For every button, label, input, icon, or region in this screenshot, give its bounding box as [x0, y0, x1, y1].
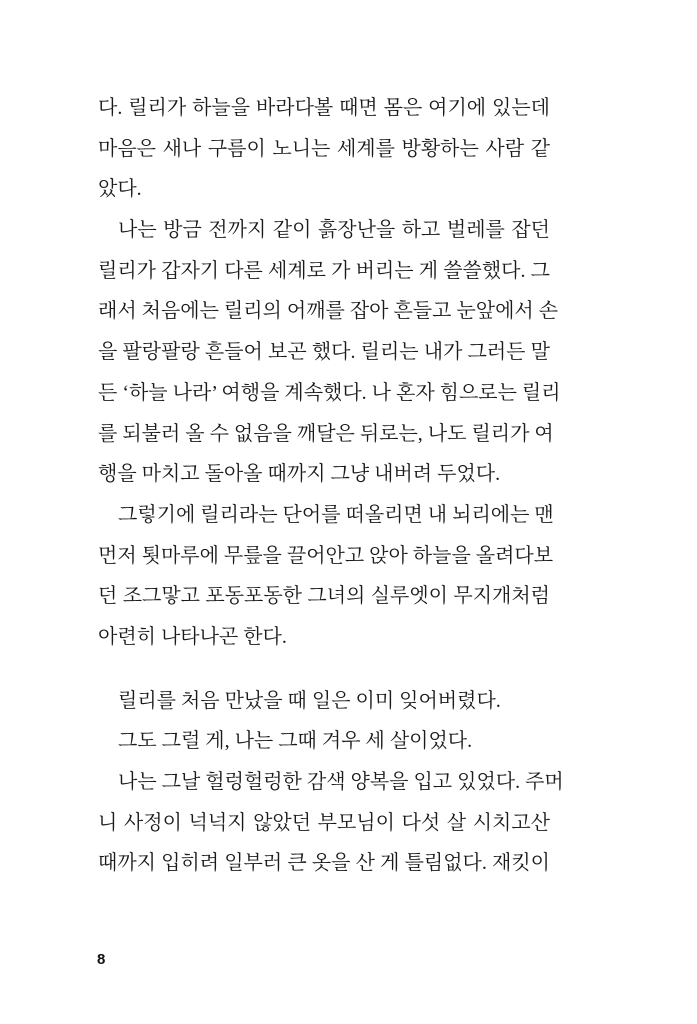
text-line: 나는 그날 헐렁헐렁한 감색 양복을 입고 있었다. 주머 [118, 771, 564, 793]
text-line: 래서 처음에는 릴리의 어깨를 잡아 흔들고 눈앞에서 손 [98, 300, 559, 323]
text-line: 마음은 새나 구름이 노니는 세계를 방황하는 사람 같 [98, 137, 550, 160]
text-line: 를 되불러 올 수 없음을 깨달은 뒤로는, 나도 릴리가 여 [98, 422, 554, 445]
book-page-body [98, 88, 564, 884]
text-block-1 [98, 88, 561, 658]
page-number: 8 [97, 951, 106, 968]
text-line: 릴리를 처음 만났을 때 일은 이미 잊어버렸다. [118, 689, 501, 712]
text-line: 그렇기에 릴리라는 단어를 떠올리면 내 뇌리에는 맨 [118, 503, 554, 526]
text-line: 아련히 나타나곤 한다. [98, 625, 287, 648]
text-line: 니 사정이 넉넉지 않았던 부모님이 다섯 살 시치고산 [98, 811, 550, 834]
text-line: 았다. [98, 178, 142, 201]
text-line: 던 조그맣고 포동포동한 그녀의 실루엣이 무지개처럼 [98, 585, 550, 608]
text-line: 먼저 툇마루에 무릎을 끌어안고 앉아 하늘을 올려다보 [98, 544, 554, 567]
text-line: 때까지 입히려 일부러 큰 옷을 산 게 틀림없다. 재킷이 [98, 852, 550, 875]
text-line: 행을 마치고 돌아올 때까지 그냥 내버려 두었다. [98, 463, 501, 486]
text-line: 나는 방금 전까지 같이 흙장난을 하고 벌레를 잡던 [118, 219, 550, 242]
text-line: 다. 릴리가 하늘을 바라다볼 때면 몸은 여기에 있는데 [98, 97, 550, 119]
text-line: 그도 그럴 게, 나는 그때 겨우 세 살이었다. [118, 730, 473, 753]
text-block-2 [98, 681, 564, 884]
text-line: 을 팔랑팔랑 흔들어 보곤 했다. 릴리는 내가 그러든 말 [98, 341, 550, 364]
text-line: 든 ‘하늘 나라’ 여행을 계속했다. 나 혼자 힘으로는 릴리 [98, 381, 561, 404]
text-line: 릴리가 갑자기 다른 세계로 가 버리는 게 쓸쓸했다. 그 [98, 259, 550, 282]
section-break [98, 658, 550, 681]
